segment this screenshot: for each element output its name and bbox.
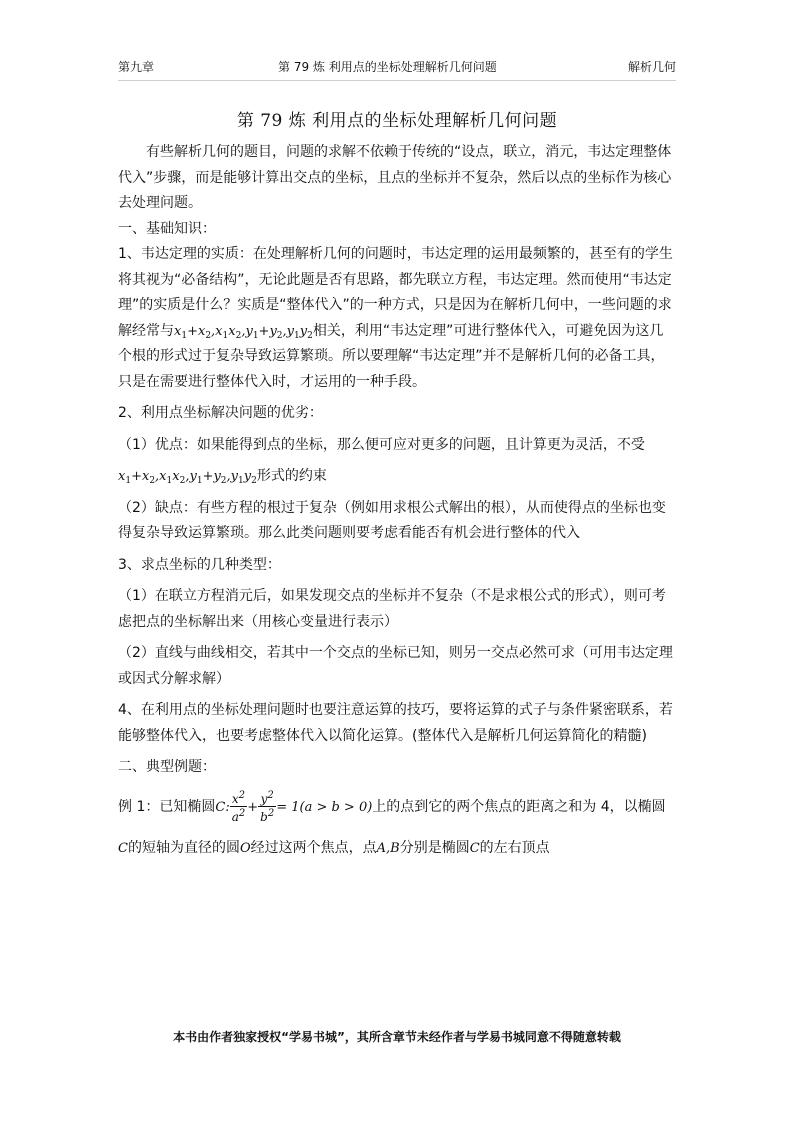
- page-title: 第 79 炼 利用点的坐标处理解析几何问题: [236, 111, 558, 131]
- example-1-text-5: 分别是椭圆: [399, 839, 470, 856]
- example-1-text-4: 经过这两个焦点，点: [250, 839, 377, 856]
- advantage-text: （1）优点：如果能得到点的坐标，那么便可应对更多的问题，且计算更为灵活，不受: [118, 436, 645, 453]
- vieta-paragraph: [118, 242, 676, 395]
- header-subject: 解析几何: [627, 60, 676, 74]
- advantage-formula: $x_1+x_2,x_1x_2,y_1+y_2,y_1y_2$: [118, 469, 257, 486]
- main-content: [118, 140, 676, 869]
- points-symbol: A,B: [376, 840, 400, 856]
- example-1-text-3: 的短轴为直径的圆: [127, 839, 240, 856]
- advantage-formula-line: [118, 464, 676, 490]
- ellipse-symbol-3: C: [469, 840, 480, 856]
- ellipse-condition: = 1(a > b > 0): [276, 799, 373, 815]
- type-2-text: （2）直线与曲线相交，若其中一个交点的坐标已知，则另一交点必然可求（可用韦达定理或因式分解求解）: [118, 645, 673, 687]
- vieta-text-2: 相关，利用“韦达定理”可进行整体代入，可避免因为这几个根的形式过于复杂导致运算繁琐。所以要理解“韦达定理”并不是解析几何的必备工具，只是在需要进行整体代入时，才运用的一种手段。: [118, 322, 665, 390]
- technique-text: 4、在利用点的坐标处理问题时也要注意运算的技巧，要将运算的式子与条件紧密联系，若能够整体代入，也要考虑整体代入以简化运算。(整体代入是解析几何运算简化的精髓): [118, 702, 673, 744]
- ellipse-symbol-2: C: [118, 840, 128, 856]
- example-1-text-6: 的左右顶点: [479, 839, 550, 856]
- section1-heading: 一、基础知识：: [118, 220, 216, 237]
- type-1-text: （1）在联立方程消元后，如果发现交点的坐标并不复杂（不是求根公式的形式），则可考虑把点的坐标解出来（用核心变量进行表示）: [118, 588, 666, 630]
- intro-paragraph: 有些解析几何的题目，问题的求解不依赖于传统的“设点，联立，消元，韦达定理整体代入”步骤，而是能够计算出交点的坐标，且点的坐标并不复杂，然后以点的坐标作为核心去处理问题。: [118, 144, 672, 211]
- page-header: [118, 58, 676, 76]
- header-chapter: 第九章: [118, 60, 155, 74]
- section2-heading: 二、典型例题：: [118, 759, 216, 775]
- header-divider: [118, 80, 676, 81]
- plus-symbol: +: [247, 799, 259, 815]
- example-1: [118, 787, 676, 869]
- disadvantage-text: （2）缺点：有些方程的根过于复杂（例如用求根公式解出的根），从而使得点的坐标也变得复杂导致运算繁琐。那么此类问题则要考虑看能否有机会进行整体的代入: [118, 499, 666, 541]
- pros-cons-heading: 2、利用点坐标解决问题的优劣：: [118, 405, 323, 421]
- types-heading: 3、求点坐标的几种类型：: [118, 556, 281, 573]
- header-topic: 第 79 炼 利用点的坐标处理解析几何问题: [278, 60, 497, 74]
- ellipse-symbol: C: [215, 799, 226, 815]
- fraction-y2-b2: $\frac{y^2}{b^2}$: [260, 790, 275, 824]
- vieta-formula: $x_1+x_2,x_1x_2,y_1+y_2,y_1y_2$: [174, 323, 313, 341]
- colon-symbol: :: [225, 799, 230, 815]
- vieta-text-1: 1、韦达定理的实质：在处理解析几何的问题时，韦达定理的运用最频繁的，甚至有的学生将其视为“必备结构”，无论此题是否有思路，都先联立方程，韦达定理。然而使用“韦达定理”的实质是什么？实质是“整体代入”的一种方式，只是因为在解析几何中，一些问题的求解经常与: [118, 246, 673, 339]
- page-footer: 本书由作者独家授权“学易书城”，其所含章节未经作者与学易书城同意不得随意转载: [173, 1030, 621, 1044]
- example-1-text-2: 上的点到它的两个焦点的距离之和为 4，以椭圆: [372, 798, 666, 815]
- circle-symbol: O: [239, 840, 251, 856]
- example-1-text-1: 例 1：已知椭圆: [118, 798, 216, 815]
- fraction-x2-a2: $\frac{x^2}{a^2}$: [231, 790, 246, 824]
- advantage-tail: 形式的约束: [256, 468, 327, 484]
